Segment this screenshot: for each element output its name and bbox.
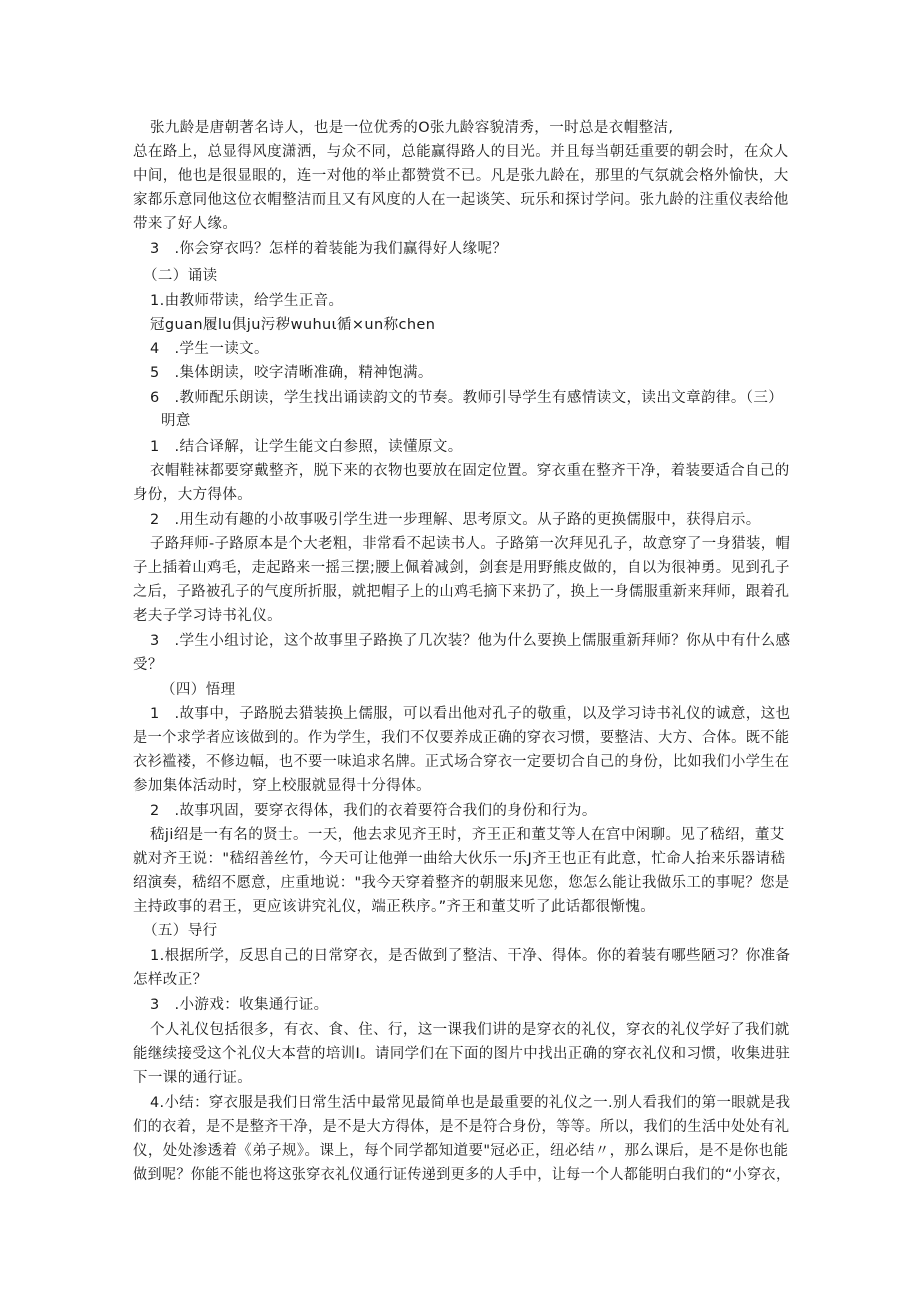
section-heading: 明意 — [161, 413, 191, 429]
text-line: 身份，大方得体。 — [133, 487, 253, 503]
text-line: 中间，他也是很显眼的，连一对他的举止都赞赏不已。凡是张九龄在，那里的气氛就会格外愉快，大 — [133, 168, 789, 184]
text-line: 4 .学生一读文。 — [150, 341, 269, 357]
text-line: 受？ — [133, 657, 163, 673]
text-line: 带来了好人缘。 — [133, 216, 238, 232]
text-line: 老夫子学习诗书礼仪。 — [133, 608, 282, 624]
text-line: 1 .故事中，子路脱去猎装换上儒服，可以看出他对孔子的敬重，以及学习诗书礼仪的诚意，这也 — [150, 706, 791, 722]
text-line: 衣衫褴褛，不修边幅，也不要一味追求名牌。正式场合穿衣一定要切合自己的身份，比如我们小学生在 — [133, 754, 790, 770]
section-heading: （五）导行 — [143, 923, 218, 939]
text-line: 6 .教师配乐朗读，学生找出诵读韵文的节奏。教师引导学生有感情读文，读出文章韵律。（三） — [150, 390, 784, 406]
text-line: 能继续接受这个礼仪大本营的培训I。请同学们在下面的图片中找出正确的穿衣礼仪和习惯，收集进驻 — [133, 1046, 791, 1062]
pinyin-line: 冠guan履lu俱ju污秽wuhuι循×un称chen — [150, 317, 436, 333]
text-line: 家都乐意同他这位衣帽整洁而且又有风度的人在一起谈笑、玩乐和探讨学问。张九龄的注重仪表给他 — [133, 192, 789, 208]
text-line: 嵇ji绍是一有名的贤士。一天，他去求见齐王时，齐王正和董艾等人在宫中闲聊。见了嵇绍，董艾 — [150, 827, 785, 843]
text-line: 张九龄是唐朝著名诗人，也是一位优秀的O张九龄容貌清秀，一时总是衣帽整洁, — [150, 120, 674, 136]
section-heading: （四）悟理 — [161, 682, 236, 698]
text-line: 1.由教师带读，给学生正音。 — [150, 293, 344, 309]
text-line: 子路拜师-子路原本是个大老粗，非常看不起读书人。子路第一次拜见孔子，故意穿了一身猎装，帽 — [150, 536, 791, 552]
text-line: 主持政事的君王，更应该讲究礼仪，端正秩序。”齐王和董艾听了此话都很惭愧。 — [133, 899, 656, 915]
text-line: 2 .故事巩固，要穿衣得体，我们的衣着要符合我们的身份和行为。 — [150, 803, 597, 819]
text-line: 们的衣着，是不是整齐干净，是不是大方得体，是不是符合身份，等等。所以，我们的生活中处处有礼 — [133, 1119, 790, 1135]
text-line: 1 .结合译解，让学生能文白参照，读懂原文。 — [150, 439, 463, 455]
text-line: 1.根据所学，反思自己的日常穿衣，是否做到了整洁、干净、得体。你的着装有哪些陋习？你准备 — [150, 948, 791, 964]
text-line: 之后，子路被孔子的气度所折服，就把帽子上的山鸡毛摘下来扔了，换上一身儒服重新来拜师，跟着孔 — [133, 584, 790, 600]
text-line: 仪，处处渗透着《弟子规》。课上，每个同学都知道要"冠必正，纽必结〃，那么课后，是不是你也能 — [133, 1143, 789, 1159]
text-line: 4.小结：穿衣服是我们日常生活中最常见最简单也是最重要的礼仪之一.别人看我们的第一眼就是我 — [150, 1095, 791, 1111]
text-line: 3 .学生小组讨论，这个故事里子路换了几次装？他为什么要换上儒服重新拜师？你从中有什么感 — [150, 633, 791, 649]
text-line: 是一个求学者应该做到的。作为学生，我们不仅要养成正确的穿衣习惯，要整洁、大方、合体。既不能 — [133, 730, 790, 746]
text-line: 个人礼仪包括很多，有衣、食、住、行，这一课我们讲的是穿衣的礼仪，穿衣的礼仪学好了我们就 — [150, 1022, 790, 1038]
text-line: 做到呢？你能不能也将这张穿衣礼仪通行证传递到更多的人手中，让每一个人都能明白我们的“小穿衣， — [133, 1167, 791, 1183]
text-line: 衣帽鞋袜都要穿戴整齐，脱下来的衣物也要放在固定位置。穿衣重在整齐干净，着装要适合自己的 — [150, 463, 790, 479]
text-line: 怎样改正？ — [133, 972, 208, 988]
text-line: 参加集体活动时，穿上校服就显得十分得体。 — [133, 778, 431, 794]
text-line: 绍演奏，嵇绍不愿意，庄重地说："我今天穿着整齐的朝服来见您，您怎么能让我做乐工的事呢？您是 — [133, 875, 790, 891]
text-line: 子上插着山鸡毛，走起路来一摇三摆;腰上佩着减剑，剑套是用野熊皮做的，自以为很神勇。见到孔子 — [133, 560, 790, 576]
text-line: 总在路上，总显得风度潇洒，与众不同，总能赢得路人的目光。并且每当朝廷重要的朝会时，在众人 — [133, 144, 789, 160]
text-line: 2 .用生动有趣的小故事吸引学生进一步理解、思考原文。从子路的更换儒服中，获得启示。 — [150, 512, 761, 528]
text-line: 就对齐王说："嵇绍善丝竹，今天可让他弹一曲给大伙乐一乐J齐王也正有此意，忙命人抬来乐器请嵇 — [133, 851, 786, 867]
text-line: 5 .集体朗读，咬字清晰准确，精神饱满。 — [150, 365, 433, 381]
text-line: 下一课的通行证。 — [133, 1070, 253, 1086]
text-line: 3 .小游戏：收集通行证。 — [150, 997, 329, 1013]
section-heading: （二）诵读 — [143, 268, 218, 284]
text-line: 3 .你会穿衣吗？怎样的着装能为我们赢得好人缘呢？ — [150, 241, 508, 257]
